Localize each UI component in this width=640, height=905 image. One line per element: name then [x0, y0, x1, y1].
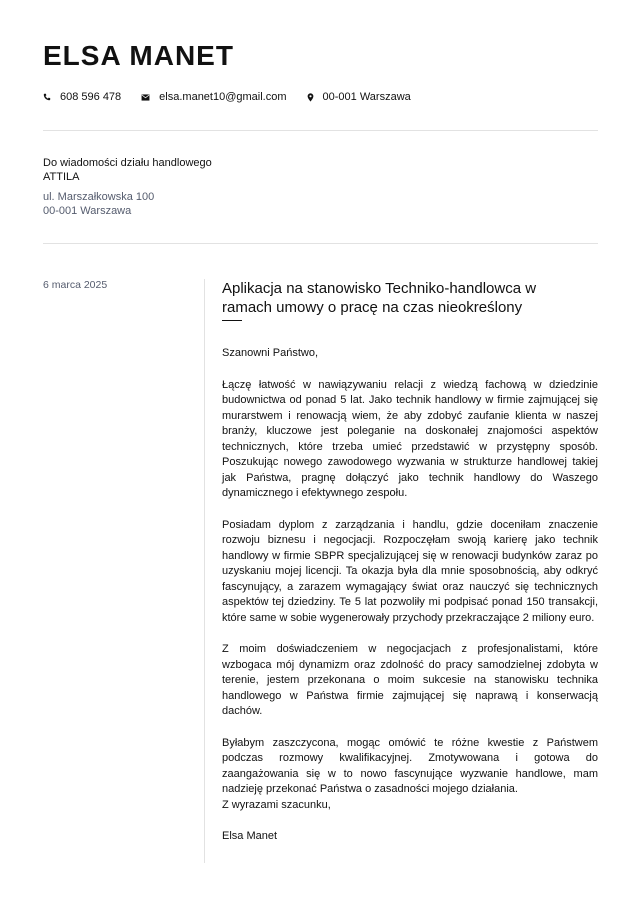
location-pin-icon: [307, 93, 314, 102]
letter-body: [222, 346, 598, 845]
recipient-company: ATTILA: [43, 170, 80, 183]
contact-email: [141, 91, 286, 103]
applicant-name: ELSA MANET: [43, 40, 234, 71]
recipient-address: [43, 191, 212, 218]
closing: Z wyrazami szacunku,: [222, 798, 331, 811]
letter-subject: Aplikacja na stanowisko Techniko-handlowca w ramach umowy o pracę na czas nieokreślony: [222, 280, 537, 316]
phone-number: 608 596 478: [60, 91, 122, 103]
subject-underline: [222, 320, 242, 321]
recipient-block: [43, 157, 212, 218]
greeting: Szanowni Państwo,: [222, 347, 318, 359]
recipient-street: ul. Marszałkowska 100: [43, 191, 155, 203]
signature: Elsa Manet: [222, 830, 278, 842]
column-divider: [204, 279, 205, 863]
paragraph: Byłabym zaszczycona, mogąc omówić te różne kwestie z Państwem podczas rozmowy kwalifikacyjnej. Zmotywowana i gotowa do zaangażowania się w to nowo fascynujące wyzwanie handlowe, mam nadzieję przekonać Państwa o zasadności mojego działania.: [222, 736, 598, 795]
contact-phone: [43, 91, 121, 103]
contact-location: [307, 91, 411, 103]
contact-bar: [43, 91, 598, 103]
paragraph: Posiadam dyplom z zarządzania i handlu, gdzie doceniłam znaczenie rozwoju biznesu i negocjacji. Rozpoczęłam swoją karierę jako technik handlowy w firmie SBPR specjalizującej się w renowacji budynków zaraz po uzyskaniu mojej licencji. Ta okazja była dla mnie sposobnością, aby odkryć fascynujący, a zarazem wymagający świat oraz nauczyć się technicznych aspektów tej dziedziny. Te 5 lat pozwoliły mi podpisać ponad 150 transakcji, które same w sobie wygenerowały przychody przekraczające 2 miliony euro.: [222, 518, 598, 624]
paragraph: Łączę łatwość w nawiązywaniu relacji z wiedzą fachową w dziedzinie budownictwa od ponad 5 lat. Jako technik handlowy w firmie zajmującej się murarstwem i renowacją wiem, że aby zdobyć zaufanie klienta w naszej branży, kluczowe jest poleganie na doskonałej znajomości aspektów technicznych, które trzeba umieć przedstawić w przystępny sposób. Poszukując nowego zawodowego wyzwania w strukturze handlowej takiej jak Państwa, pragnę dołączyć jako technik handlowy do Waszego dynamicznego i efektywnego zespołu.: [222, 378, 598, 499]
recipient-department: Do wiadomości działu handlowego: [43, 157, 212, 169]
letter-date: 6 marca 2025: [43, 279, 108, 291]
mail-icon: [141, 94, 150, 101]
divider: [43, 243, 598, 244]
phone-icon: [43, 93, 51, 101]
recipient-city: 00-001 Warszawa: [43, 204, 132, 217]
email-address: elsa.manet10@gmail.com: [159, 91, 287, 103]
divider: [43, 130, 598, 131]
paragraph: Z moim doświadczeniem w negocjacjach z profesjonalistami, które wzbogaca mój dynamizm oraz zdolność do pracy samodzielnej zdobyta w terenie, jestem przekonana o moim sukcesie na stanowisku technika handlowego w Państwa firmie zajmującej się naprawą i konserwacją dachów.: [222, 643, 598, 717]
location-text: 00-001 Warszawa: [322, 91, 411, 103]
